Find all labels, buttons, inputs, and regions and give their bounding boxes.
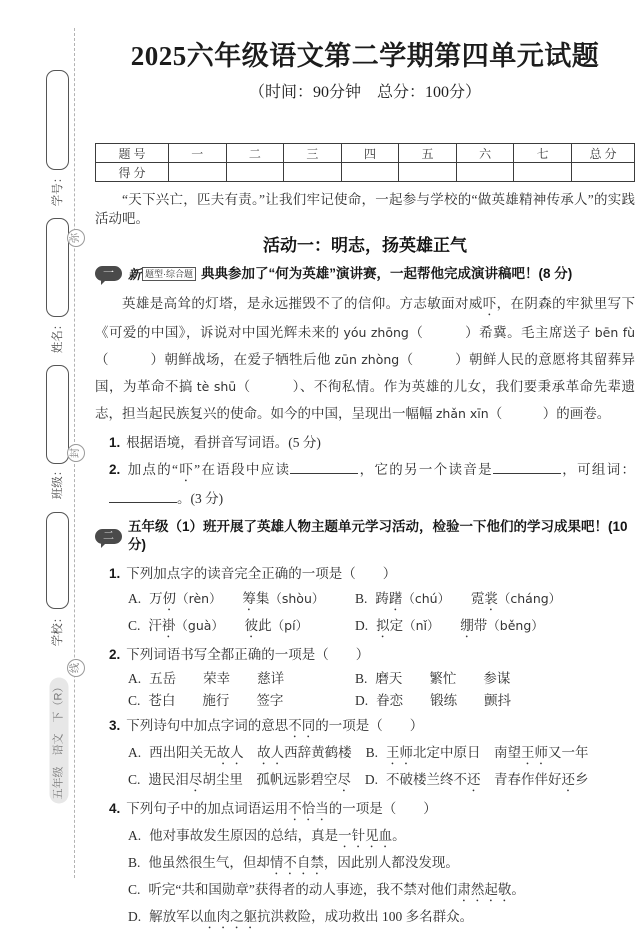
option-a: A. 西出阳关无故人 故人西辞黄鹤楼 [128,745,352,760]
page-title: 2025六年级语文第二学期第四单元试题 [130,41,600,71]
option-b: B. 踌躇（chú） 霓裳（cháng） [355,591,562,606]
option-c: C. 听完“共和国勋章”获得者的动人事迹，我不禁对他们肃然起敬。 [128,882,525,897]
name-label: 姓名： [52,318,64,354]
question-stem: 1. 下列加点字的读音完全正确的一项是（ ） [109,566,397,581]
question-stem: 2. 下列词语书写全都正确的一项是（ ） [109,647,370,662]
student-number-label: 学号： [52,171,64,207]
score-header-cell: 题 号 [96,144,169,163]
section-two-title: 五年级（1）班开展了英雄人物主题单元学习活动，检验一下他们的学习成果吧！(10 分) [128,519,628,552]
question-text: 加点的“吓”在语段中应读 ，它的另一个读音是 ，可组词：。(3 分) [109,462,635,506]
new-question-type-badge: 新 题型·综合题 [128,264,196,283]
question-stem: 4. 下列句子中的加点词语运用不恰当的一项是（ ） [109,801,437,816]
score-label-cell: 得 分 [96,163,169,182]
option-d: D. 眷恋 锻练 颤抖 [355,693,512,708]
score-empty-cell [341,163,399,182]
class-label: 班级： [52,464,64,500]
question-s2-1 [95,561,635,641]
activity-heading: 活动一：明志，扬英雄正气 [263,236,467,255]
score-empty-cell [169,163,227,182]
intro-paragraph: “天下兴亡，匹夫有责。”让我们牢记使命，一起参与学校的“做英雄精神传承人”的实践活动吧。 [95,192,635,226]
option-b: B. 磨天 繁忙 参谋 [355,671,511,686]
option-a: A. 他对事故发生原因的总结，真是一针见血。 [128,828,406,843]
score-empty-cell [514,163,572,182]
question-number: 1. [109,435,121,450]
section-number-bubble-icon: 一 [95,266,122,281]
exam-paper [95,40,635,932]
option-a: A. 五岳 荣幸 慈详 [128,671,285,686]
question-s2-4 [95,796,635,932]
student-number-box [46,70,69,170]
question-stem: 3. 下列诗句中加点字词的意思不同的一项是（ ） [109,718,424,733]
section-one-title: 典典参加了“何为英雄”演讲赛，一起帮他完成演讲稿吧！(8 分) [201,265,573,281]
seal-char-xian: 线 [67,659,85,677]
score-header-cell: 总 分 [572,144,635,163]
school-label: 学校： [52,611,64,647]
question-s2-3 [95,713,635,795]
score-empty-cell [456,163,514,182]
exam-info: （时间：90分钟 总分：100分） [248,84,481,101]
score-header-cell: 三 [284,144,342,163]
question-s2-2 [95,642,635,712]
option-c: C. 汗褂（guà） 彼此（pí） [128,618,309,633]
question-s1-2 [95,456,635,512]
section-two-header [95,518,635,554]
name-box [46,218,69,317]
option-d: D. 不破楼兰终不还 青春作伴好还乡 [364,772,589,787]
question-text: 根据语境，看拼音写词语。(5 分) [126,435,321,450]
school-box [46,512,69,609]
seal-char-mi: 弥 [67,229,85,247]
score-empty-cell [399,163,457,182]
score-header-cell: 一 [169,144,227,163]
edition-pill: 五年级 语文 下（R） [50,678,69,804]
option-b: B. 王师北定中原日 南望王师又一年 [365,745,589,760]
score-header-cell: 七 [514,144,572,163]
option-d: D. 解放军以血肉之躯抗洪救险，成功救出 100 多名群众。 [128,909,474,924]
reading-passage: 英雄是高耸的灯塔，是永远摧毁不了的信仰。方志敏面对威吓，在阴森的牢狱里写下《可爱的中国》，诉说对中国光辉未来的 yóu zhōng（ ）希冀。毛主席送子 bēn fù（ ）朝鲜战场，在爱子牺牲后他 zūn zhòng（ ）朝鲜人民的意愿将其留葬异国，为革命不搞 tè shū（ ）、不徇私情。作为英雄的儿女，我们要秉承革命先辈遗志，担当起民族复兴的使命。如今的中国，呈现出一幅幅 zhǎn xīn（ ）的画卷。 [95,296,636,421]
score-table-header-row [96,144,635,163]
section-number-bubble-icon: 二 [95,529,122,544]
score-header-cell: 四 [341,144,399,163]
option-d: D. 拟定（nǐ） 绷带（běng） [355,618,544,633]
class-box [46,365,69,464]
question-s1-1 [95,429,635,456]
seal-char-feng: 封 [67,444,85,462]
option-b: B. 他虽然很生气，但却情不自禁，因此别人都没发现。 [128,855,459,870]
option-a: A. 万仞（rèn） 筹集（shòu） [128,591,325,606]
score-table [95,143,635,182]
question-number: 2. [109,462,121,477]
option-c: C. 遗民泪尽胡尘里 孤帆远影碧空尽 [128,772,351,787]
score-header-cell: 五 [399,144,457,163]
score-empty-cell [284,163,342,182]
score-empty-cell [572,163,635,182]
option-c: C. 苍白 施行 签字 [128,693,284,708]
score-table-score-row [96,163,635,182]
section-one-header [95,264,635,283]
score-header-cell: 六 [456,144,514,163]
score-empty-cell [226,163,284,182]
score-header-cell: 二 [226,144,284,163]
